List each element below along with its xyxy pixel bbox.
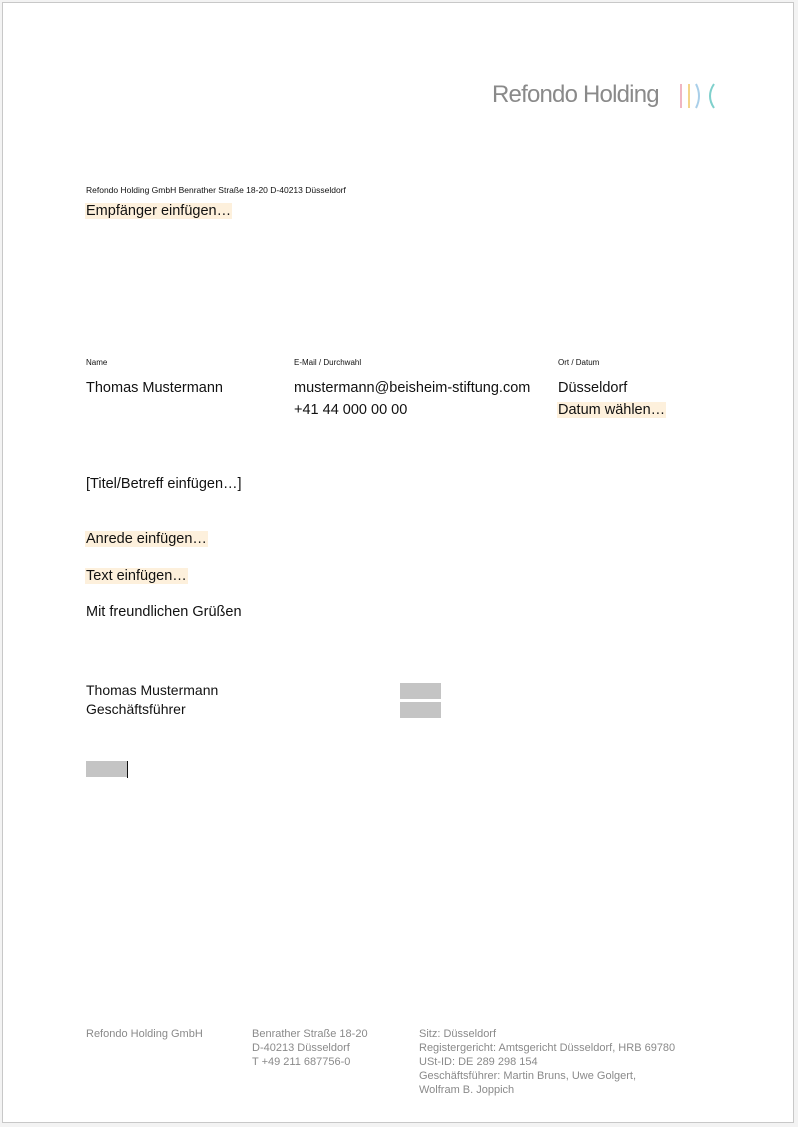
sender-email: mustermann@beisheim-stiftung.com bbox=[294, 380, 531, 396]
footer-vat-id: USt-ID: DE 289 298 154 bbox=[419, 1056, 538, 1068]
recipient-placeholder[interactable] bbox=[85, 203, 232, 219]
sender-name: Thomas Mustermann bbox=[86, 380, 223, 396]
name-label: Name bbox=[86, 358, 108, 367]
signature-title: Geschäftsführer bbox=[86, 701, 186, 717]
signature-name: Thomas Mustermann bbox=[86, 682, 219, 698]
footer-street: Benrather Straße 18-20 bbox=[252, 1028, 368, 1040]
footer-legal bbox=[419, 1027, 675, 1097]
footer-register: Registergericht: Amtsgericht Düsseldorf, HRB 69780 bbox=[419, 1042, 676, 1054]
closing-text: Mit freundlichen Grüßen bbox=[86, 604, 242, 620]
recipient-placeholder-text[interactable]: Empfänger einfügen… bbox=[86, 203, 232, 219]
date-placeholder-text[interactable]: Datum wählen… bbox=[558, 402, 666, 418]
footer-city: D-40213 Düsseldorf bbox=[252, 1042, 350, 1054]
company-logo-text: Refondo Holding bbox=[492, 81, 659, 108]
footer-company-name: Refondo Holding GmbH bbox=[86, 1028, 203, 1040]
subject-placeholder[interactable]: [Titel/Betreff einfügen…] bbox=[86, 476, 242, 492]
place-date-label: Ort / Datum bbox=[558, 358, 600, 367]
sender-phone: +41 44 000 00 00 bbox=[294, 402, 408, 418]
footer-managers: Geschäftsführer: Martin Bruns, Uwe Golgert, bbox=[419, 1070, 637, 1082]
body-placeholder-text[interactable]: Text einfügen… bbox=[86, 568, 187, 584]
text-cursor bbox=[127, 761, 128, 778]
company-logo-mark-icon bbox=[677, 82, 721, 112]
email-label: E-Mail / Durchwahl bbox=[294, 358, 362, 367]
salutation-field[interactable] bbox=[85, 531, 208, 547]
second-signatory-title-field[interactable] bbox=[400, 702, 441, 718]
date-picker-field[interactable] bbox=[557, 402, 666, 418]
footer-seat: Sitz: Düsseldorf bbox=[419, 1028, 497, 1040]
footer-company bbox=[86, 1027, 203, 1041]
footer-address bbox=[252, 1027, 368, 1069]
place-value: Düsseldorf bbox=[558, 380, 628, 396]
letter-page bbox=[2, 2, 794, 1123]
body-text-field[interactable] bbox=[85, 568, 188, 584]
enclosure-field[interactable] bbox=[86, 761, 127, 777]
footer-managers-cont: Wolfram B. Joppich bbox=[419, 1084, 515, 1096]
footer-phone: T +49 211 687756-0 bbox=[252, 1056, 351, 1068]
sender-address-line: Refondo Holding GmbH Benrather Straße 18-20 D-40213 Düsseldorf bbox=[86, 185, 346, 195]
second-signatory-name-field[interactable] bbox=[400, 683, 441, 699]
salutation-placeholder-text[interactable]: Anrede einfügen… bbox=[86, 531, 207, 547]
